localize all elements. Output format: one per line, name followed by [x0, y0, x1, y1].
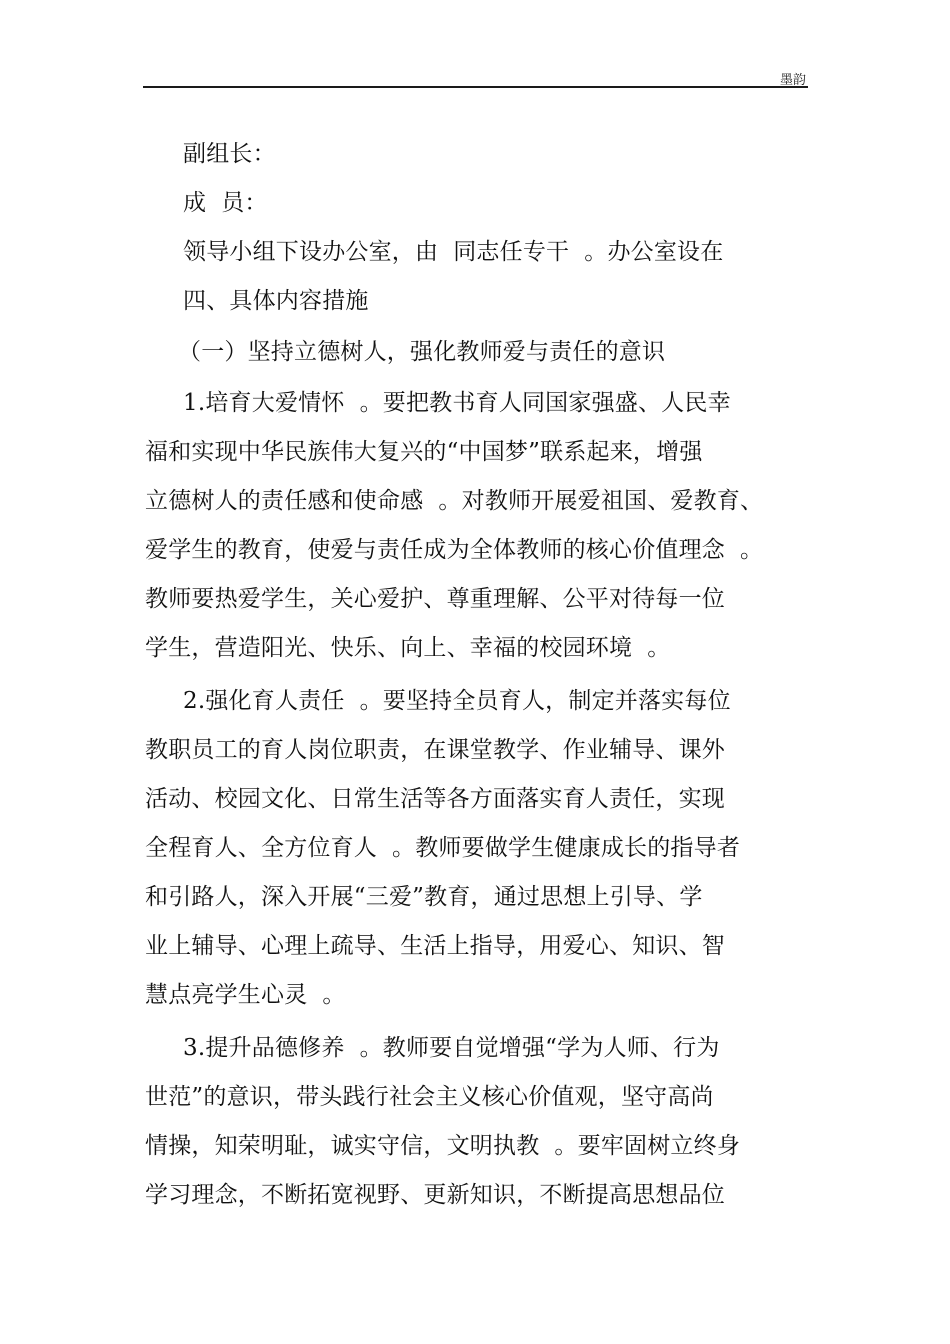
paragraph-line: 爱学生的教育，使爱与责任成为全体教师的核心价值理念 。	[145, 537, 764, 563]
paragraph-line: 和引路人，深入开展“三爱”教育，通过思想上引导、学	[145, 884, 703, 910]
paragraph-line: 教师要热爱学生，关心爱护、尊重理解、公平对待每一位	[145, 586, 725, 612]
header-mark: 墨韵	[779, 73, 806, 88]
paragraph-line: 全程育人、全方位育人 。教师要做学生健康成长的指导者	[145, 835, 741, 861]
section-heading-4: 四、具体内容措施	[183, 288, 369, 314]
paragraph-line: 3.提升品德修养 。教师要自觉增强“学为人师、行为	[183, 1035, 720, 1061]
paragraph-line: 情操，知荣明耻，诚实守信，文明执教 。要牢固树立终身	[145, 1133, 741, 1159]
paragraph-line: 立德树人的责任感和使命感 。对教师开展爱祖国、爱教育、	[145, 488, 764, 514]
paragraph-line: 世范”的意识，带头践行社会主义核心价值观，坚守高尚	[145, 1084, 714, 1110]
line-members: 成 员：	[183, 190, 268, 216]
subsection-heading-1: （一）坚持立德树人，强化教师爱与责任的意识	[178, 339, 666, 365]
paragraph-line: 慧点亮学生心灵 。	[145, 982, 346, 1008]
paragraph-line: 学习理念，不断拓宽视野、更新知识，不断提高思想品位	[145, 1182, 725, 1208]
paragraph-line: 学生，营造阳光、快乐、向上、幸福的校园环境 。	[145, 635, 671, 661]
paragraph-line: 福和实现中华民族伟大复兴的“中国梦”联系起来，增强	[145, 439, 703, 465]
line-vice-leader: 副组长：	[183, 141, 276, 167]
line-office: 领导小组下设办公室，由 同志任专干 。办公室设在	[183, 239, 724, 265]
paragraph-line: 教职员工的育人岗位职责，在课堂教学、作业辅导、课外	[145, 737, 725, 763]
paragraph-line: 2.强化育人责任 。要坚持全员育人，制定并落实每位	[183, 688, 731, 714]
header-rule	[143, 86, 808, 88]
paragraph-line: 业上辅导、心理上疏导、生活上指导，用爱心、知识、智	[145, 933, 725, 959]
paragraph-line: 活动、校园文化、日常生活等各方面落实育人责任，实现	[145, 786, 725, 812]
paragraph-line: 1.培育大爱情怀 。要把教书育人同国家强盛、人民幸	[183, 390, 731, 416]
